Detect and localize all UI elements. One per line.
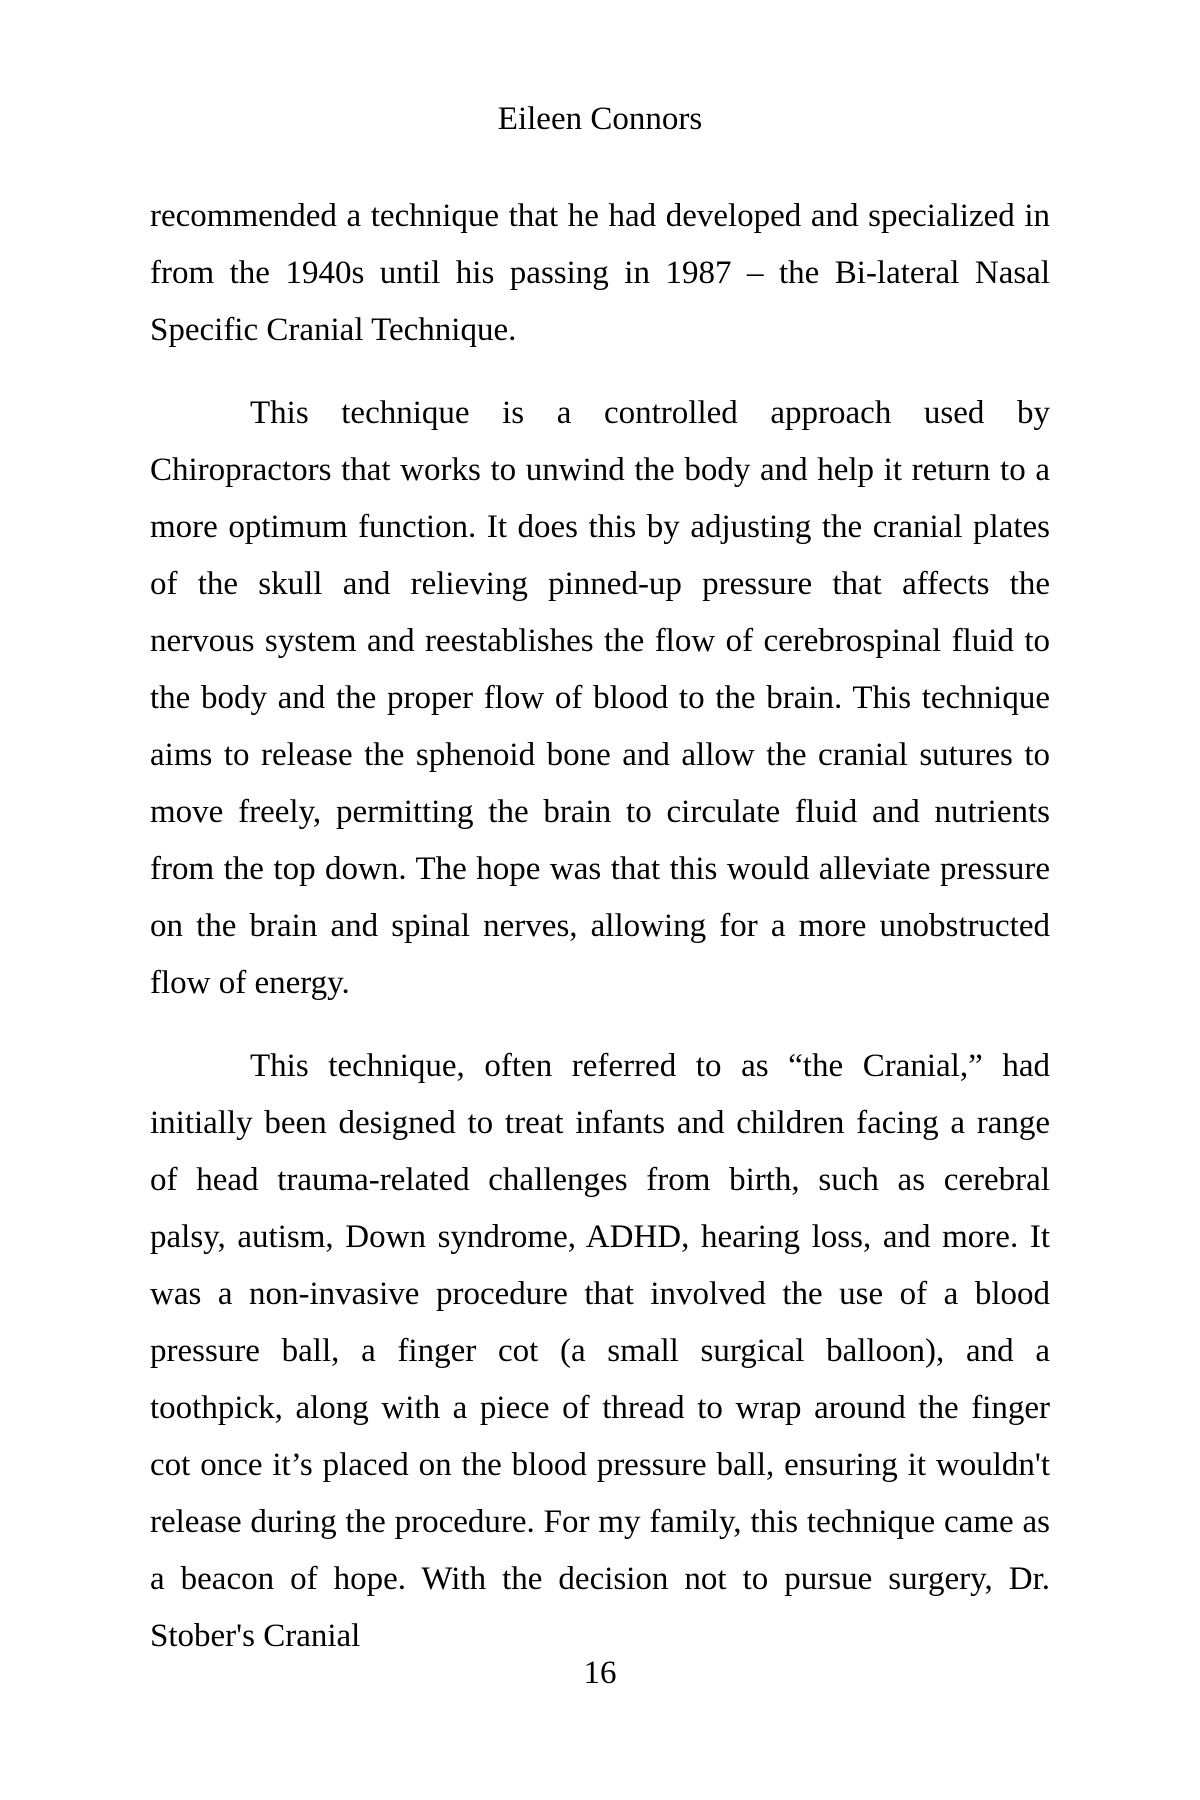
body-paragraph: This technique, often referred to as “the Cranial,” had initially been designed to treat infants and children facing a range of head trauma-related challenges from birth, such as cerebral palsy, autism, Down syndrome, ADHD, hearing loss, and more. It was a non-invasive procedure that involved the use of a blood pressure ball, a finger cot (a small surgical balloon), and a toothpick, along with a piece of thread to wrap around the finger cot once it’s placed on the blood pressure ball, ensuring it wouldn't release during the procedure. For my family, this technique came as a beacon of hope. With the decision not to pursue surgery, Dr. Stober's Cranial [150, 1048, 1050, 1654]
page-number: 16 [583, 1655, 617, 1691]
page-body [150, 188, 1050, 1665]
body-paragraph: recommended a technique that he had developed and specialized in from the 1940s until his passing in 1987 – the Bi-lateral Nasal Specific Cranial Technique. [150, 198, 1050, 348]
body-paragraph: This technique is a controlled approach used by Chiropractors that works to unwind the body and help it return to a more optimum function. It does this by adjusting the cranial plates of the skull and relieving pinned-up pressure that affects the nervous system and reestablishes the flow of cerebrospinal fluid to the body and the proper flow of blood to the brain. This technique aims to release the sphenoid bone and allow the cranial sutures to move freely, permitting the brain to circulate fluid and nutrients from the top down. The hope was that this would alleviate pressure on the brain and spinal nerves, allowing for a more unobstructed flow of energy. [150, 395, 1050, 1001]
running-header-author: Eileen Connors [497, 101, 703, 137]
